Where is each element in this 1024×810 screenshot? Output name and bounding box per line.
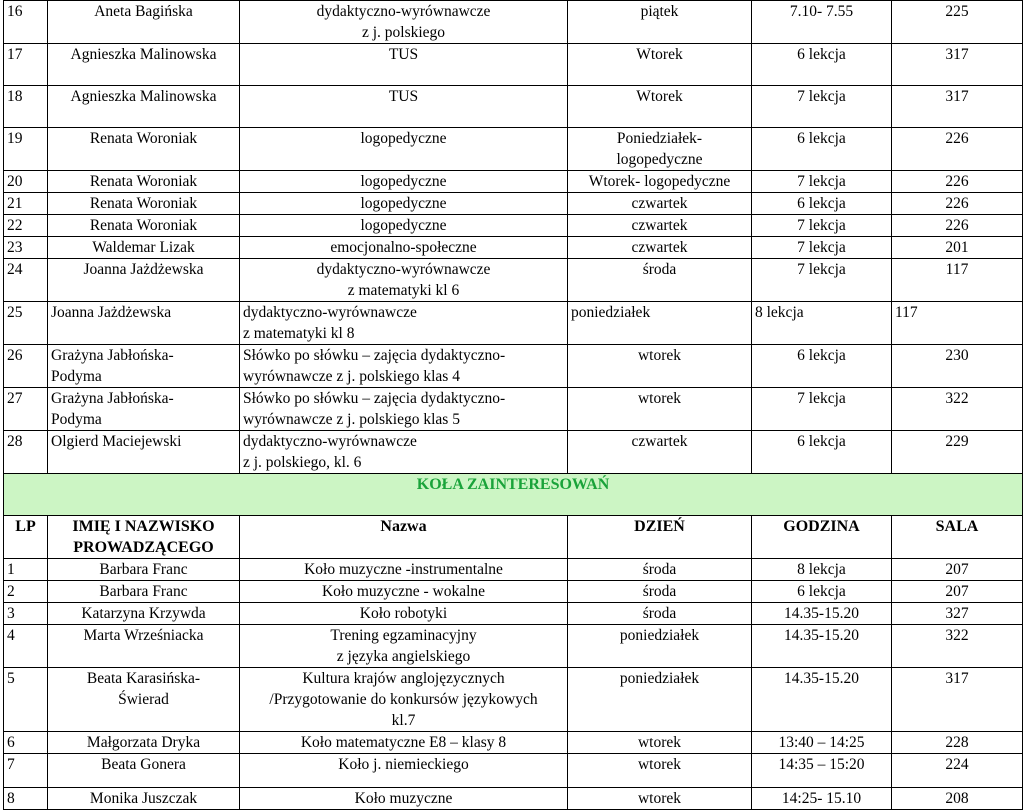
cell-time: 14.35-15.20 [752, 668, 892, 732]
cell-time: 7 lekcja [752, 388, 892, 431]
cell-day: środa [568, 603, 752, 625]
table-row [4, 237, 1023, 259]
cell-time: 6 lekcja [752, 44, 892, 86]
cell-room: 226 [892, 128, 1023, 171]
cell-room: 230 [892, 345, 1023, 388]
cell-name: Katarzyna Krzywda [48, 603, 240, 625]
cell-time: 13:40 – 14:25 [752, 732, 892, 754]
cell-room: 317 [892, 668, 1023, 732]
cell-name: Beata Gonera [48, 754, 240, 788]
cell-name: Grażyna Jabłońska- Podyma [48, 345, 240, 388]
cell-room: 225 [892, 1, 1023, 44]
table-row [4, 668, 1023, 732]
table-row [4, 388, 1023, 431]
cell-activity: logopedyczne [240, 193, 568, 215]
cell-day: środa [568, 259, 752, 302]
cell-lp: 4 [4, 625, 48, 668]
header-time: GODZINA [752, 516, 892, 559]
cell-activity: Koło muzyczne -instrumentalne [240, 559, 568, 581]
header-name: IMIĘ I NAZWISKO PROWADZĄCEGO [48, 516, 240, 559]
cell-name: Renata Woroniak [48, 128, 240, 171]
cell-lp: 5 [4, 668, 48, 732]
cell-room: 208 [892, 788, 1023, 810]
cell-time: 14.35-15.20 [752, 603, 892, 625]
cell-name: Monika Juszczak [48, 788, 240, 810]
table-row [4, 754, 1023, 788]
cell-lp: 6 [4, 732, 48, 754]
cell-name: Joanna Jażdżewska [48, 302, 240, 345]
table-row [4, 86, 1023, 128]
cell-room: 226 [892, 215, 1023, 237]
cell-room: 224 [892, 754, 1023, 788]
section-title: KOŁA ZAINTERESOWAŃ [4, 474, 1023, 516]
cell-room: 317 [892, 86, 1023, 128]
cell-lp: 27 [4, 388, 48, 431]
cell-name: Agnieszka Malinowska [48, 44, 240, 86]
cell-activity: Koło robotyki [240, 603, 568, 625]
table-row [4, 603, 1023, 625]
cell-time: 6 lekcja [752, 128, 892, 171]
cell-day: czwartek [568, 237, 752, 259]
cell-day: piątek [568, 1, 752, 44]
cell-lp: 20 [4, 171, 48, 193]
cell-day: wtorek [568, 754, 752, 788]
cell-day: środa [568, 581, 752, 603]
cell-activity: dydaktyczno-wyrównawcze z j. polskiego, kl. 6 [240, 431, 568, 474]
cell-day: wtorek [568, 345, 752, 388]
cell-lp: 8 [4, 788, 48, 810]
cell-activity: logopedyczne [240, 171, 568, 193]
cell-room: 201 [892, 237, 1023, 259]
cell-lp: 23 [4, 237, 48, 259]
cell-time: 7 lekcja [752, 259, 892, 302]
cell-room: 327 [892, 603, 1023, 625]
cell-name: Renata Woroniak [48, 171, 240, 193]
table-row [4, 345, 1023, 388]
cell-name: Małgorzata Dryka [48, 732, 240, 754]
cell-room: 322 [892, 625, 1023, 668]
cell-time: 8 lekcja [752, 302, 892, 345]
cell-name: Renata Woroniak [48, 215, 240, 237]
cell-name: Aneta Bagińska [48, 1, 240, 44]
cell-lp: 2 [4, 581, 48, 603]
cell-activity: TUS [240, 86, 568, 128]
table-row [4, 259, 1023, 302]
table-row [4, 215, 1023, 237]
cell-lp: 17 [4, 44, 48, 86]
table-row [4, 559, 1023, 581]
cell-activity: Kultura krajów anglojęzycznych /Przygotowanie do konkursów językowych kl.7 [240, 668, 568, 732]
header-room: SALA [892, 516, 1023, 559]
cell-lp: 25 [4, 302, 48, 345]
cell-day: wtorek [568, 388, 752, 431]
cell-name: Waldemar Lizak [48, 237, 240, 259]
cell-room: 207 [892, 559, 1023, 581]
cell-activity: Słówko po słówku – zajęcia dydaktyczno- wyrównawcze z j. polskiego klas 5 [240, 388, 568, 431]
cell-day: wtorek [568, 788, 752, 810]
cell-room: 117 [892, 302, 1023, 345]
cell-day: środa [568, 559, 752, 581]
cell-time: 7 lekcja [752, 237, 892, 259]
cell-time: 8 lekcja [752, 559, 892, 581]
table-row [4, 732, 1023, 754]
cell-time: 7 lekcja [752, 171, 892, 193]
table-row [4, 171, 1023, 193]
table-row [4, 625, 1023, 668]
table-row [4, 128, 1023, 171]
cell-activity: emocjonalno-społeczne [240, 237, 568, 259]
cell-lp: 22 [4, 215, 48, 237]
cell-name: Barbara Franc [48, 581, 240, 603]
cell-room: 207 [892, 581, 1023, 603]
header-lp: LP [4, 516, 48, 559]
table-row [4, 1, 1023, 44]
cell-day: czwartek [568, 193, 752, 215]
cell-time: 14:25- 15.10 [752, 788, 892, 810]
cell-time: 6 lekcja [752, 431, 892, 474]
cell-lp: 21 [4, 193, 48, 215]
cell-activity: dydaktyczno-wyrównawcze z matematyki kl 8 [240, 302, 568, 345]
cell-time: 6 lekcja [752, 193, 892, 215]
cell-activity: logopedyczne [240, 128, 568, 171]
cell-activity: Trening egzaminacyjny z języka angielskiego [240, 625, 568, 668]
cell-lp: 19 [4, 128, 48, 171]
cell-room: 117 [892, 259, 1023, 302]
cell-room: 322 [892, 388, 1023, 431]
cell-activity: Koło muzyczne [240, 788, 568, 810]
cell-lp: 28 [4, 431, 48, 474]
cell-day: Wtorek- logopedyczne [568, 171, 752, 193]
cell-lp: 7 [4, 754, 48, 788]
table-row [4, 581, 1023, 603]
cell-lp: 16 [4, 1, 48, 44]
cell-activity: logopedyczne [240, 215, 568, 237]
header-activity: Nazwa [240, 516, 568, 559]
cell-name: Joanna Jażdżewska [48, 259, 240, 302]
cell-name: Olgierd Maciejewski [48, 431, 240, 474]
table-row [4, 44, 1023, 86]
cell-day: czwartek [568, 215, 752, 237]
table-row [4, 193, 1023, 215]
cell-time: 14.35-15.20 [752, 625, 892, 668]
cell-day: Wtorek [568, 86, 752, 128]
cell-day: Poniedziałek- logopedyczne [568, 128, 752, 171]
cell-time: 6 lekcja [752, 345, 892, 388]
cell-name: Marta Wrześniacka [48, 625, 240, 668]
section-header-row [4, 474, 1023, 516]
cell-day: Wtorek [568, 44, 752, 86]
cell-day: poniedziałek [568, 625, 752, 668]
cell-time: 6 lekcja [752, 581, 892, 603]
schedule-table [3, 0, 1023, 810]
table-row [4, 302, 1023, 345]
cell-time: 7 lekcja [752, 86, 892, 128]
cell-activity: dydaktyczno-wyrównawcze z j. polskiego [240, 1, 568, 44]
cell-time: 14:35 – 15:20 [752, 754, 892, 788]
cell-room: 226 [892, 193, 1023, 215]
cell-name: Beata Karasińska- Świerad [48, 668, 240, 732]
cell-activity: TUS [240, 44, 568, 86]
cell-day: wtorek [568, 732, 752, 754]
cell-lp: 26 [4, 345, 48, 388]
cell-activity: Koło j. niemieckiego [240, 754, 568, 788]
column-header-row [4, 516, 1023, 559]
cell-activity: Koło matematyczne E8 – klasy 8 [240, 732, 568, 754]
cell-time: 7 lekcja [752, 215, 892, 237]
cell-name: Grażyna Jabłońska- Podyma [48, 388, 240, 431]
cell-lp: 24 [4, 259, 48, 302]
cell-activity: dydaktyczno-wyrównawcze z matematyki kl 6 [240, 259, 568, 302]
table-row [4, 788, 1023, 810]
table-row [4, 431, 1023, 474]
cell-day: czwartek [568, 431, 752, 474]
cell-name: Renata Woroniak [48, 193, 240, 215]
cell-room: 228 [892, 732, 1023, 754]
cell-room: 229 [892, 431, 1023, 474]
cell-time: 7.10- 7.55 [752, 1, 892, 44]
cell-day: poniedziałek [568, 302, 752, 345]
header-day: DZIEŃ [568, 516, 752, 559]
cell-name: Agnieszka Malinowska [48, 86, 240, 128]
cell-room: 226 [892, 171, 1023, 193]
cell-lp: 18 [4, 86, 48, 128]
cell-activity: Koło muzyczne - wokalne [240, 581, 568, 603]
cell-room: 317 [892, 44, 1023, 86]
cell-day: poniedziałek [568, 668, 752, 732]
cell-lp: 3 [4, 603, 48, 625]
cell-lp: 1 [4, 559, 48, 581]
cell-name: Barbara Franc [48, 559, 240, 581]
cell-activity: Słówko po słówku – zajęcia dydaktyczno- wyrównawcze z j. polskiego klas 4 [240, 345, 568, 388]
